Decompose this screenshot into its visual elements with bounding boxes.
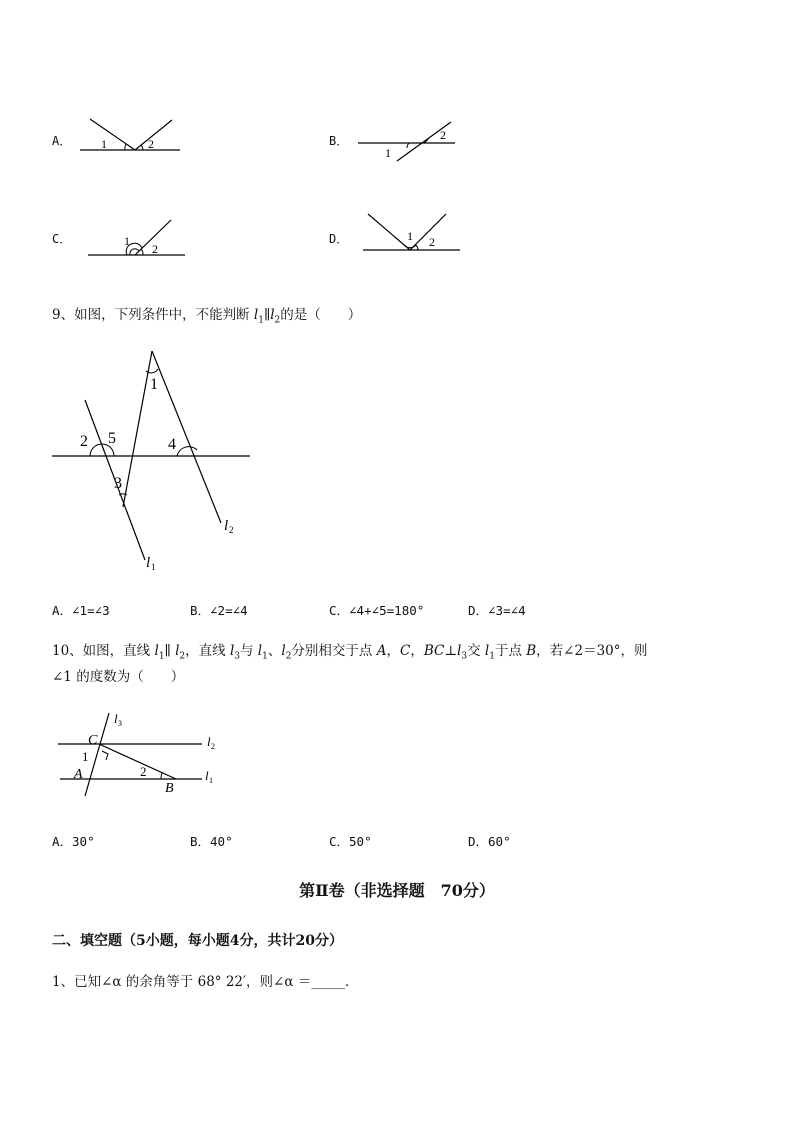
q9-figure xyxy=(50,345,270,575)
option-b-figure xyxy=(355,112,465,162)
angle-2-label: 2 xyxy=(140,764,147,779)
q10-figure xyxy=(50,708,230,798)
q9-choice-d: D．∠3=∠4 xyxy=(468,603,526,618)
svg-text:l: l xyxy=(114,711,118,726)
q10-choice-a: A．30° xyxy=(52,834,95,849)
svg-text:l: l xyxy=(205,768,209,783)
svg-text:3: 3 xyxy=(118,719,122,728)
angle-2-label: 2 xyxy=(148,137,154,151)
angle-1-label: 1 xyxy=(124,234,130,248)
point-b-label: B xyxy=(165,781,174,796)
angle-3-label: 3 xyxy=(114,475,122,492)
svg-text:l: l xyxy=(207,734,211,749)
option-b-label: B． xyxy=(329,134,349,148)
q9-choice-a: A．∠1=∠3 xyxy=(52,603,110,618)
angle-5-label: 5 xyxy=(108,430,116,447)
section-heading: 二、填空题（5小题，每小题4分，共计20分） xyxy=(52,933,343,949)
angle-2-label: 2 xyxy=(80,433,88,450)
q10-stem-line2: ∠1 的度数为（ ） xyxy=(52,669,185,685)
angle-1-label: 1 xyxy=(150,376,158,393)
part2-title: 第Ⅱ卷（非选择题 70分） xyxy=(299,881,495,900)
angle-2-label: 2 xyxy=(429,235,435,249)
q10-stem-line1: 10、如图，直线 $l_1\parallel$ $l_2$，直线 $l_3$与 $l_1$、$l_2$分别相交于点 A，C，$BC\perp l_3$交 $l_1$于点 B，若∠2＝30°，则 xyxy=(52,643,648,662)
q10-choice-b: B．40° xyxy=(190,834,233,849)
svg-text:1: 1 xyxy=(209,776,213,785)
line-l2-label: l xyxy=(224,518,229,534)
option-c-label: C． xyxy=(52,232,72,246)
angle-2-label: 2 xyxy=(440,128,446,142)
option-c-figure xyxy=(85,215,195,263)
option-d-label: D． xyxy=(329,232,349,246)
q9-stem-pre: 9、如图，下列条件中，不能判断 xyxy=(52,307,250,323)
line-l1-label: l xyxy=(146,555,151,571)
point-c-label: C xyxy=(88,733,98,748)
angle-4-label: 4 xyxy=(168,436,176,453)
q9-choice-b: B．∠2=∠4 xyxy=(190,603,248,618)
angle-1-label: 1 xyxy=(82,749,89,764)
angle-1-label: 1 xyxy=(385,146,391,160)
svg-text:2: 2 xyxy=(211,742,215,751)
q10-choice-d: D．60° xyxy=(468,834,511,849)
q9-choice-c: C．∠4+∠5=180° xyxy=(329,603,425,618)
angle-1-label: 1 xyxy=(407,229,413,243)
q9-stem-post: 的是（ ） xyxy=(280,307,362,323)
angle-1-label: 1 xyxy=(101,137,107,151)
q9-stem: 9、如图，下列条件中，不能判断 $l_1\parallel l_2$的是（ ） xyxy=(52,307,362,326)
point-a-label: A xyxy=(74,767,83,782)
svg-text:1: 1 xyxy=(151,562,156,572)
option-d-figure xyxy=(360,210,470,258)
angle-2-label: 2 xyxy=(152,242,158,256)
option-a-figure xyxy=(80,112,190,157)
fill-question-1: 1、已知∠α 的余角等于 68° 22′，则∠α ＝_____． xyxy=(52,974,359,990)
q10-choice-c: C．50° xyxy=(329,834,372,849)
option-a-label: A． xyxy=(52,134,72,148)
svg-text:2: 2 xyxy=(229,525,234,535)
